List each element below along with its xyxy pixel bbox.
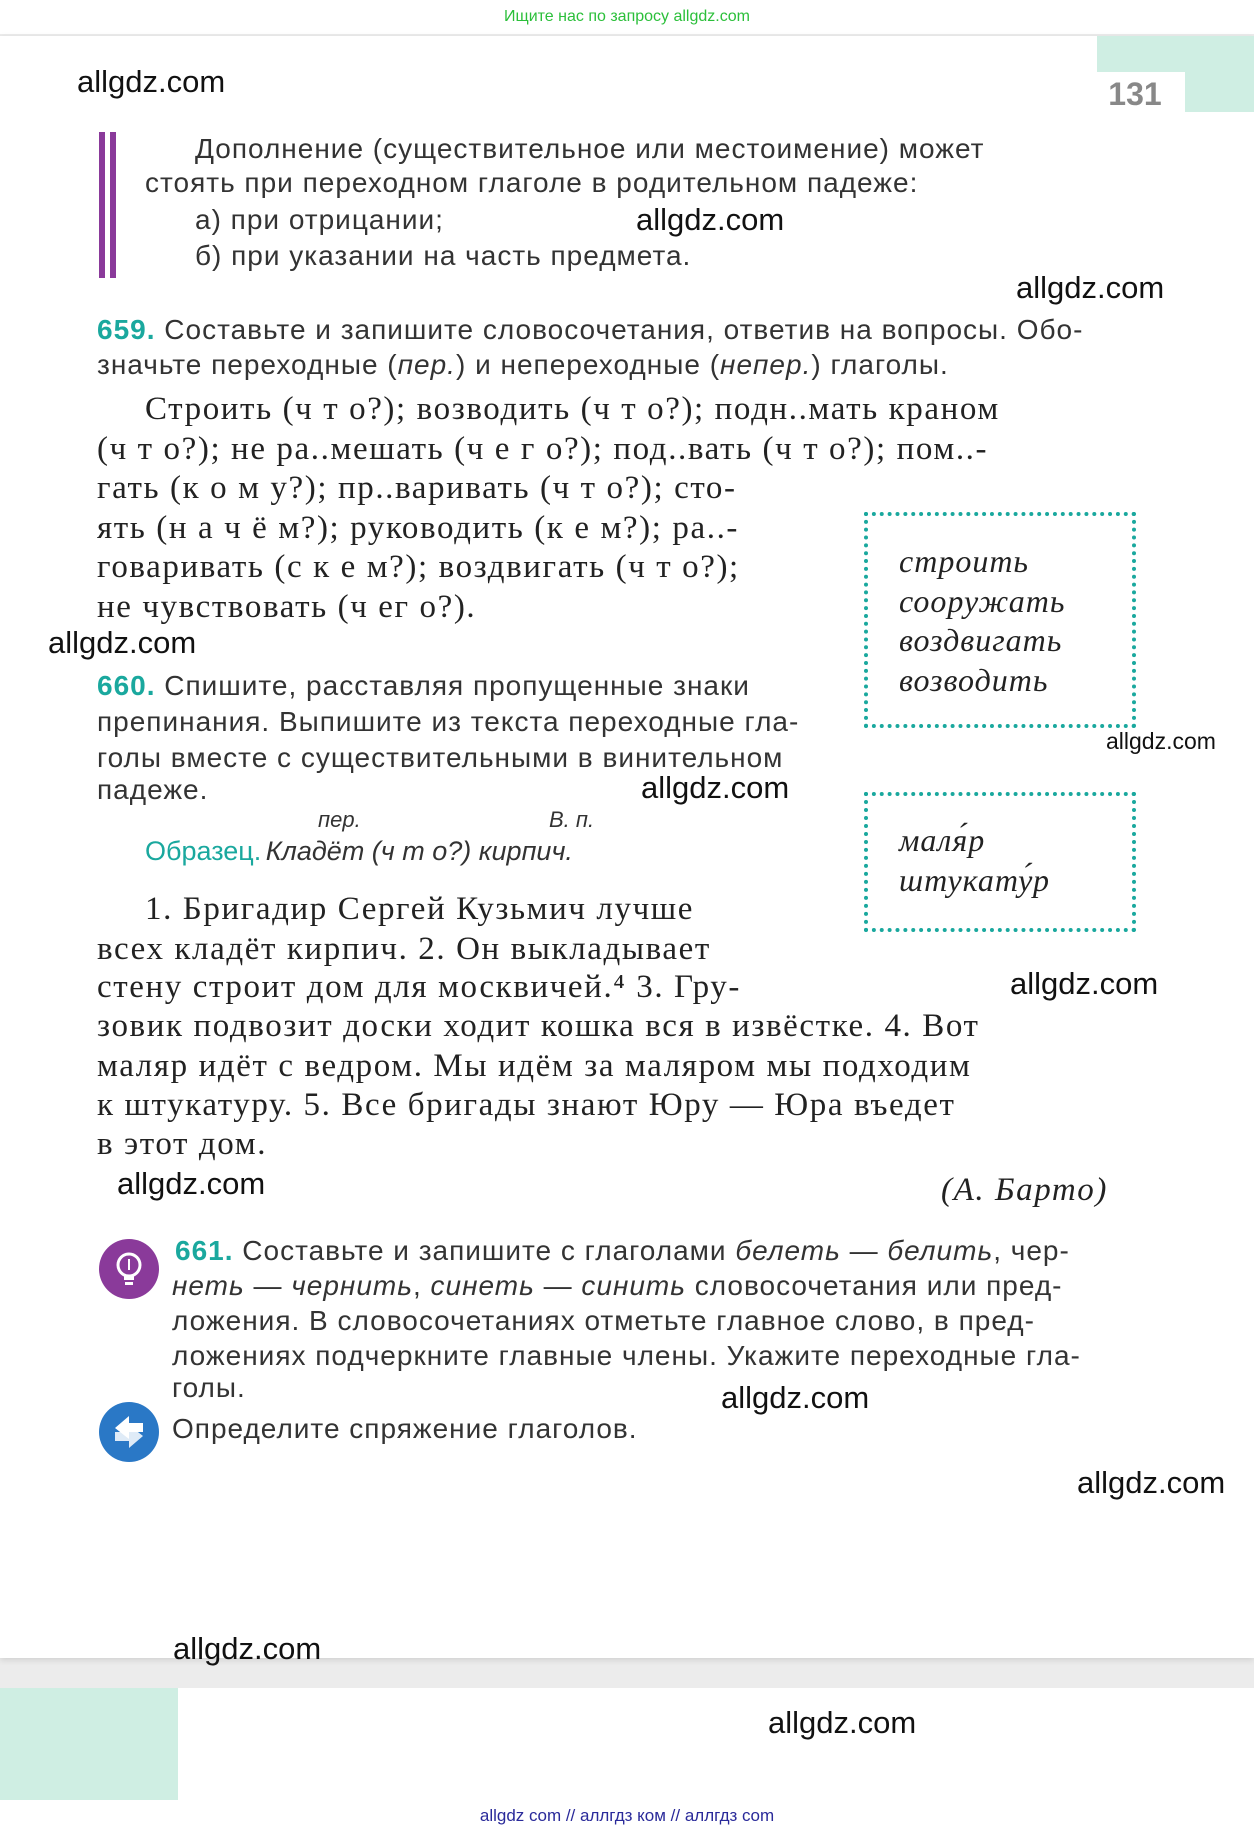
ex659-line: не чувствовать (ч ег о?).	[97, 589, 477, 625]
text: ) и непереходные (	[455, 349, 721, 380]
ex660-text-line: к штукатуру. 5. Все бригады знают Юру — Юра въедет	[97, 1087, 956, 1123]
ex660-task-line: падеже.	[97, 774, 209, 805]
ex661-line: ложениях подчеркните главные члены. Укажите переходные гла-	[172, 1340, 1081, 1371]
ex661-line: голы.	[172, 1372, 246, 1403]
verb: синить	[581, 1270, 686, 1301]
text: значьте переходные (	[97, 349, 398, 380]
watermark: allgdz.com	[641, 770, 790, 805]
watermark: allgdz.com	[77, 64, 226, 99]
ex660-task-line: препинания. Выпишите из текста переходные гла-	[97, 706, 800, 737]
ex660-task-text: Спишите, расставляя пропущенные знаки	[155, 670, 750, 701]
watermark: allgdz.com	[173, 1631, 322, 1666]
text: , чер-	[993, 1235, 1070, 1266]
page-number: 131	[1085, 72, 1185, 116]
ex659-line: говаривать (с к е м?); воздвигать (ч т о?);	[97, 549, 740, 585]
text: ,	[412, 1270, 431, 1301]
verb: синеть	[430, 1270, 535, 1301]
ex660-text-line: стену строит дом для москвичей.⁴ 3. Гру-	[97, 969, 741, 1005]
repeat-icon	[99, 1402, 159, 1462]
text: —	[840, 1235, 888, 1266]
watermark: allgdz.com	[117, 1166, 266, 1201]
annotation-vp: В. п.	[549, 807, 595, 832]
ex661-line: ложения. В словосочетаниях отметьте главное слово, в пред-	[172, 1305, 1035, 1336]
ex661-line	[172, 1270, 1063, 1302]
rule-bar	[99, 132, 105, 278]
ex659-number: 659.	[97, 314, 156, 345]
rule-bar	[110, 132, 116, 278]
footer-links[interactable]: allgdz com // аллгдз ком // аллгдз com	[479, 1806, 775, 1825]
ex659-line: Строить (ч т о?); возводить (ч т о?); подн..мать краном	[145, 391, 1000, 427]
sample	[145, 836, 573, 867]
ex659-line: гать (к о м у?); пр..варивать (ч т о?); сто-	[97, 470, 737, 506]
watermark: allgdz.com	[636, 202, 785, 237]
ex660-text-line: всех кладёт кирпич. 2. Он выкладывает	[97, 931, 711, 967]
watermark: allgdz.com	[1106, 728, 1216, 754]
ex659-task	[97, 314, 1083, 346]
verb: белеть	[735, 1235, 841, 1266]
rule-line: б) при указании на часть предмета.	[195, 240, 692, 271]
ex661-extra: Определите спряжение глаголов.	[172, 1413, 638, 1444]
sample-text: Кладёт (ч т о?) кирпич.	[265, 836, 573, 866]
watermark: allgdz.com	[1016, 270, 1165, 305]
top-banner[interactable]: Ищите нас по запросу allgdz.com	[0, 0, 1254, 34]
abbr-per: пер.	[397, 349, 456, 380]
text: —	[244, 1270, 292, 1301]
text: —	[534, 1270, 582, 1301]
verb: неть	[172, 1270, 245, 1301]
ex659-task-line2	[97, 349, 949, 381]
watermark: allgdz.com	[768, 1705, 917, 1740]
lightbulb-icon	[99, 1239, 159, 1299]
page-corner-tab	[0, 1688, 178, 1800]
author: (А. Барто)	[941, 1172, 1108, 1208]
watermark: allgdz.com	[1077, 1465, 1226, 1500]
box-word: штукату́р	[899, 862, 1050, 898]
rule-line: стоять при переходном глаголе в родительном падеже:	[145, 167, 919, 198]
ex660-task-line: голы вместе с существительными в винительном	[97, 742, 784, 773]
ex660-text-line: маляр идёт с ведром. Мы идём за маляром мы подходим	[97, 1048, 972, 1084]
ex659-task-text: Составьте и запишите словосочетания, ответив на вопросы. Обо-	[155, 314, 1084, 345]
verb: белить	[887, 1235, 994, 1266]
rule-line: а) при отрицании;	[195, 204, 444, 235]
ex660-text-line: в этот дом.	[97, 1126, 268, 1162]
ex661-number: 661.	[175, 1235, 234, 1266]
annotation-per: пер.	[318, 807, 361, 832]
box-word: сооружать	[899, 583, 1066, 619]
box-word: возводить	[899, 662, 1049, 698]
watermark: allgdz.com	[721, 1380, 870, 1415]
abbr-neper: непер.	[720, 349, 812, 380]
ex659-line: (ч т о?); не ра..мешать (ч е г о?); под..вать (ч т о?); пом..-	[97, 431, 989, 467]
sample-label: Образец.	[145, 836, 262, 866]
box-word: воздвигать	[899, 622, 1063, 658]
ex660-number: 660.	[97, 670, 156, 701]
ex660-text-line: зовик подвозит доски ходит кошка вся в извёстке. 4. Вот	[97, 1008, 980, 1044]
box-word: маля́р	[899, 822, 986, 858]
verb: чернить	[291, 1270, 413, 1301]
watermark: allgdz.com	[1010, 966, 1159, 1001]
ex661-line	[175, 1235, 1070, 1267]
ex660-task	[97, 670, 750, 702]
ex660-text-line: 1. Бригадир Сергей Кузьмич лучше	[145, 891, 695, 927]
text: ) глаголы.	[811, 349, 949, 380]
watermark: allgdz.com	[48, 625, 197, 660]
text: словосочетания или пред-	[685, 1270, 1063, 1301]
rule-line: Дополнение (существительное или местоимение) может	[195, 133, 985, 164]
text: Составьте и запишите с глаголами	[233, 1235, 736, 1266]
ex659-line: ять (н а ч ё м?); руководить (к е м?); ра..-	[97, 510, 740, 546]
box-word: строить	[899, 543, 1029, 579]
